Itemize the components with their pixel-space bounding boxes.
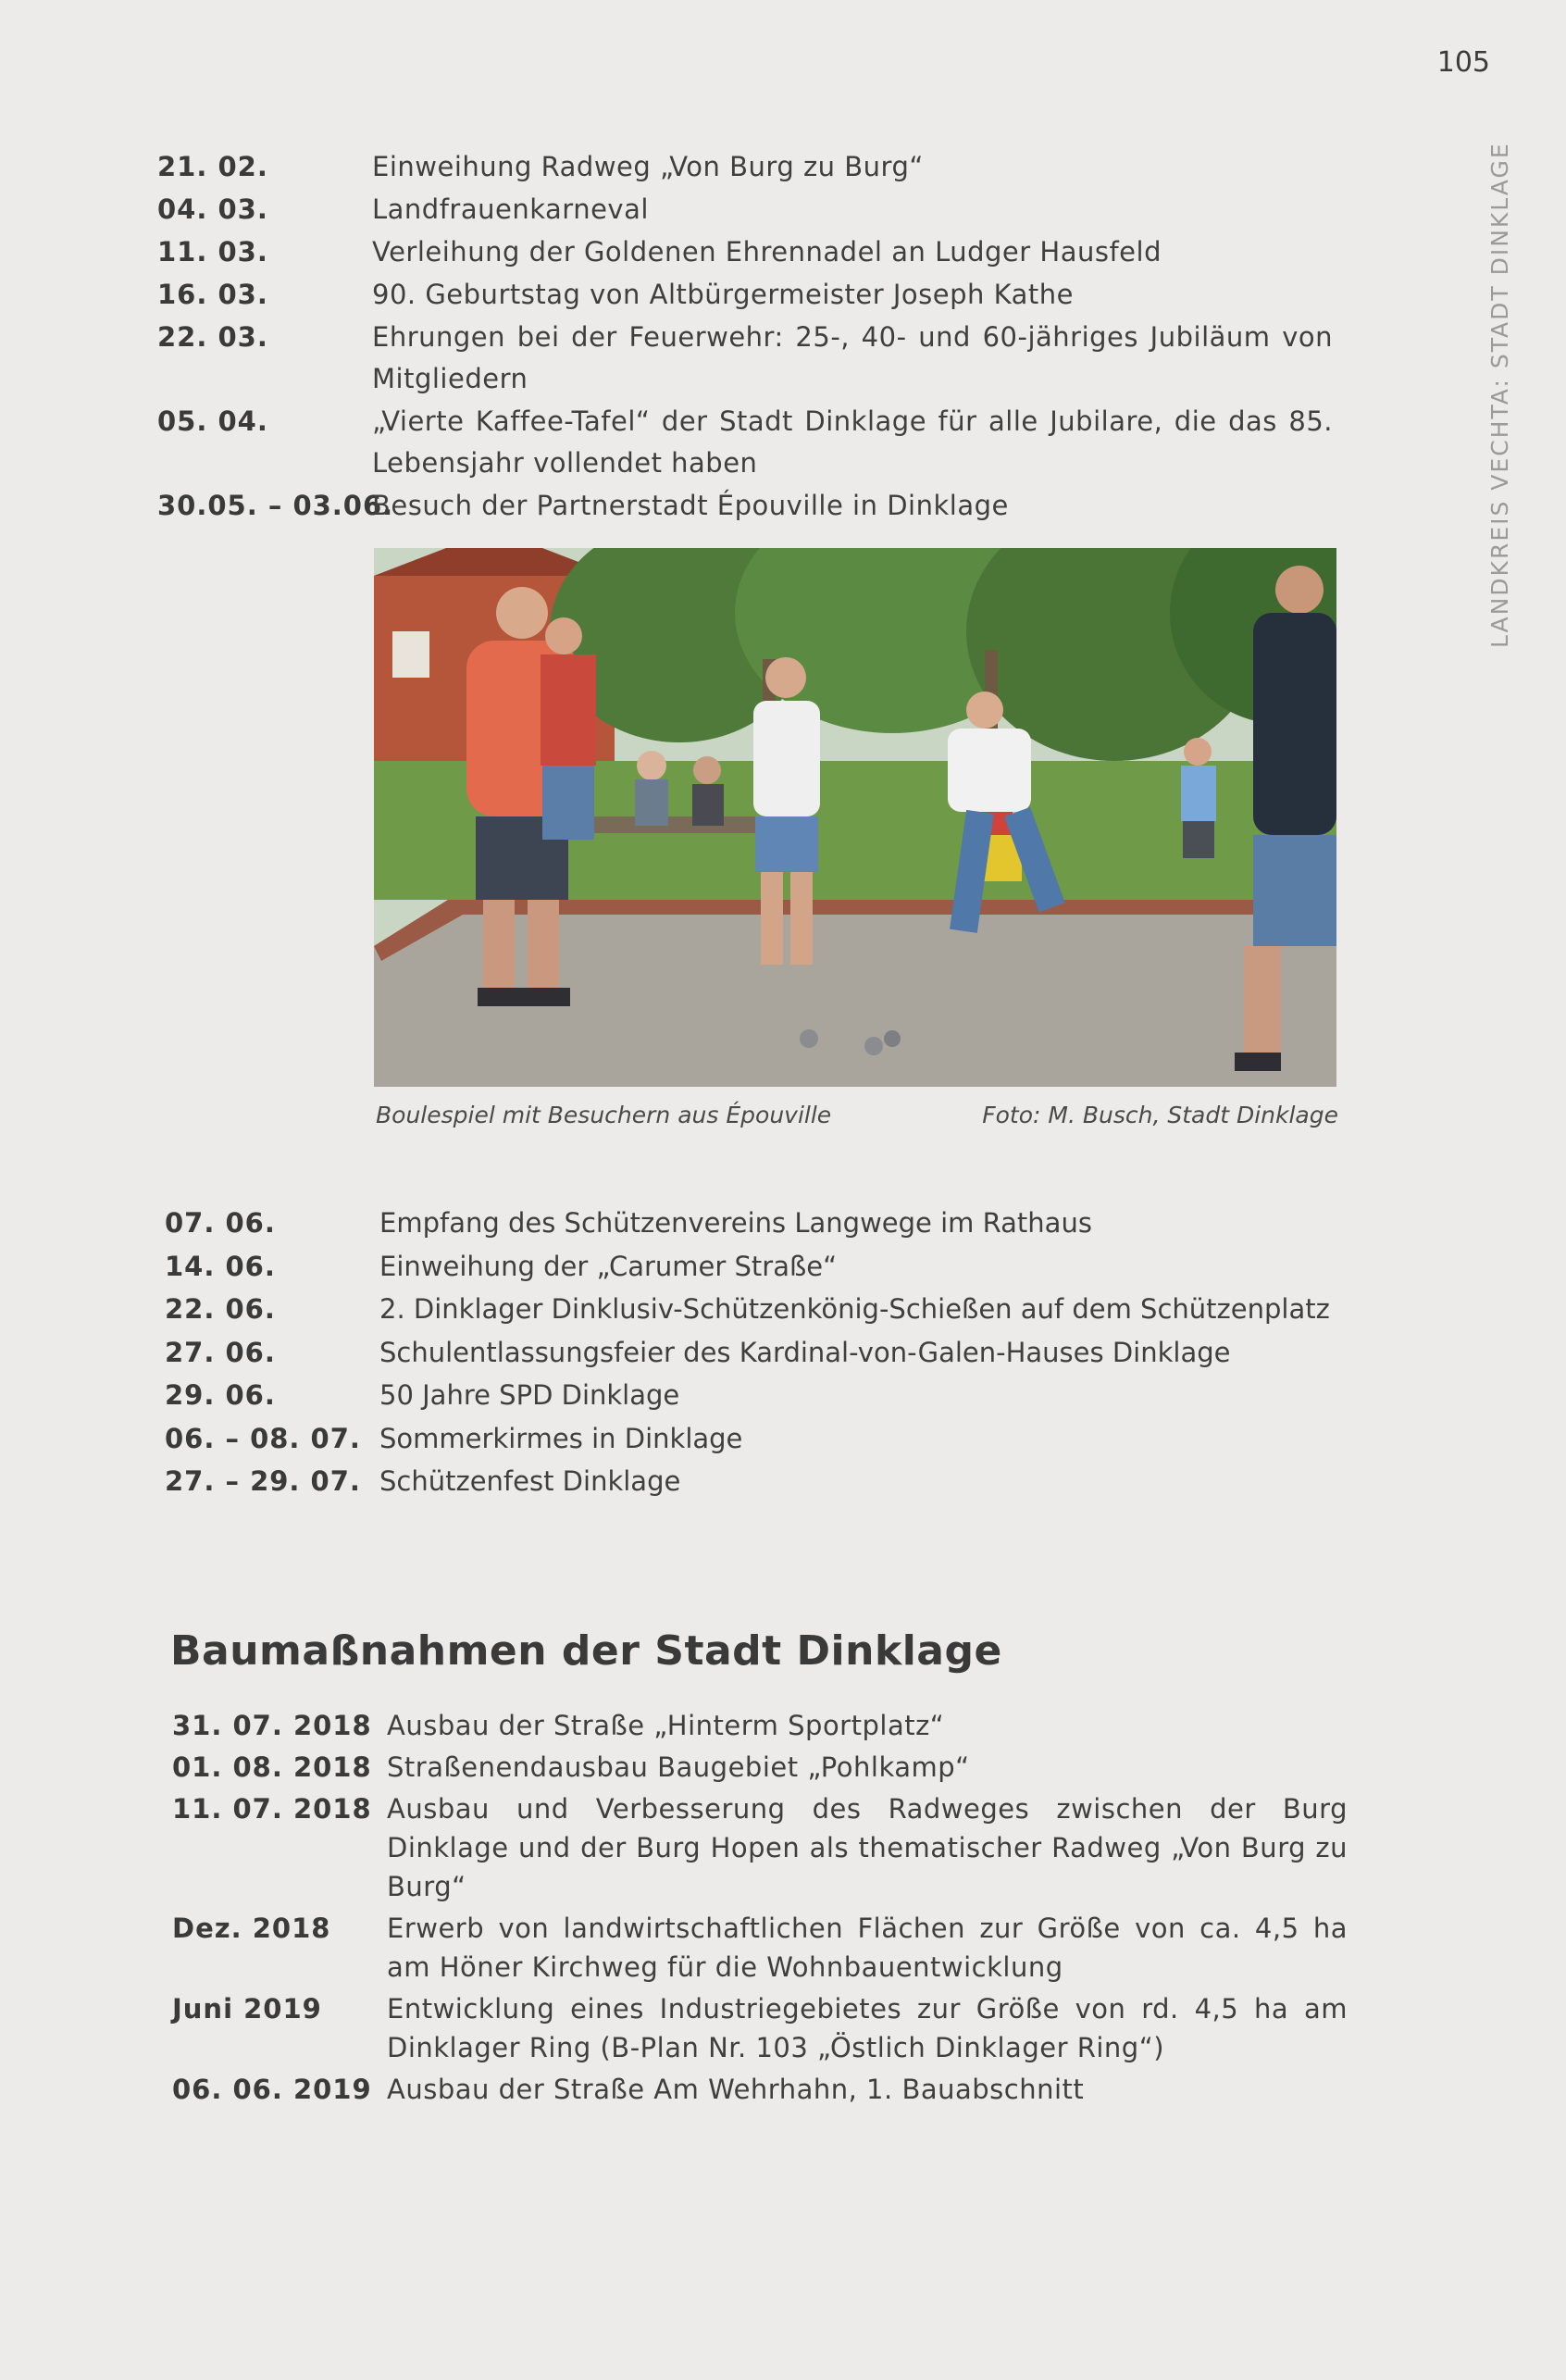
list-item bbox=[172, 2070, 1348, 2109]
list-item bbox=[157, 317, 1333, 400]
list-item bbox=[165, 1288, 1340, 1331]
item-text: Straßenendausbau Baugebiet „Pohlkamp“ bbox=[387, 1751, 970, 1783]
item-date: Dez. 2018 bbox=[172, 1913, 331, 1944]
event-date: 27. 06. bbox=[165, 1336, 276, 1368]
event-text: Schützenfest Dinklage bbox=[379, 1465, 681, 1497]
photo-caption-row bbox=[376, 1102, 1338, 1128]
event-list-first bbox=[157, 146, 1333, 528]
item-text: Entwicklung eines Industriegebietes zur Größe von rd. 4,5 ha am Dinklager Ring (B-Plan Nr. 103 „Östlich Dinklager Ring“) bbox=[387, 1993, 1348, 2063]
list-item bbox=[172, 1789, 1348, 1906]
list-item bbox=[172, 1909, 1348, 1987]
item-date: 06. 06. 2019 bbox=[172, 2074, 372, 2105]
event-text: Sommerkirmes in Dinklage bbox=[379, 1422, 743, 1454]
list-item bbox=[157, 231, 1333, 273]
item-date: Juni 2019 bbox=[172, 1993, 322, 2025]
event-text: 2. Dinklager Dinklusiv-Schützenkönig-Schießen auf dem Schützenplatz bbox=[379, 1293, 1330, 1325]
event-text: Landfrauenkarneval bbox=[372, 193, 649, 225]
event-date: 06. – 08. 07. bbox=[165, 1422, 361, 1454]
event-date: 05. 04. bbox=[157, 405, 268, 437]
event-text: „Vierte Kaffee-Tafel“ der Stadt Dinklage für alle Jubilare, die das 85. Lebensjahr vollendet haben bbox=[372, 405, 1333, 479]
event-date: 29. 06. bbox=[165, 1379, 276, 1411]
list-item bbox=[165, 1202, 1340, 1245]
event-text: 90. Geburtstag von Altbürgermeister Joseph Kathe bbox=[372, 279, 1074, 310]
section-heading: Baumaßnahmen der Stadt Dinklage bbox=[170, 1627, 1002, 1675]
boules-photo-illustration bbox=[374, 548, 1336, 1087]
event-date: 16. 03. bbox=[157, 279, 268, 310]
list-item bbox=[165, 1417, 1340, 1461]
event-date: 27. – 29. 07. bbox=[165, 1465, 361, 1497]
item-date: 01. 08. 2018 bbox=[172, 1751, 372, 1783]
list-item bbox=[157, 189, 1333, 231]
list-item bbox=[157, 274, 1333, 316]
list-item bbox=[172, 1989, 1348, 2067]
event-date: 30.05. – 03.06. bbox=[157, 490, 394, 521]
list-item bbox=[157, 485, 1333, 527]
photo-caption: Boulespiel mit Besuchern aus Épouville bbox=[376, 1102, 832, 1128]
event-date: 22. 06. bbox=[165, 1293, 276, 1325]
construction-list bbox=[172, 1706, 1348, 2112]
event-text: 50 Jahre SPD Dinklage bbox=[379, 1379, 680, 1411]
event-text: Schulentlassungsfeier des Kardinal-von-Galen-Hauses Dinklage bbox=[379, 1336, 1231, 1368]
event-date: 07. 06. bbox=[165, 1207, 276, 1239]
item-text: Ausbau der Straße „Hinterm Sportplatz“ bbox=[387, 1710, 945, 1741]
event-date: 04. 03. bbox=[157, 193, 268, 225]
event-text: Empfang des Schützenvereins Langwege im Rathaus bbox=[379, 1207, 1092, 1239]
list-item bbox=[157, 146, 1333, 188]
photo-credit: Foto: M. Busch, Stadt Dinklage bbox=[982, 1102, 1338, 1128]
event-text: Einweihung der „Carumer Straße“ bbox=[379, 1250, 838, 1282]
side-running-header: LANDKREIS VECHTA: STADT DINKLAGE bbox=[1486, 142, 1513, 648]
list-item bbox=[172, 1706, 1348, 1745]
list-item bbox=[172, 1748, 1348, 1787]
item-date: 31. 07. 2018 bbox=[172, 1710, 372, 1741]
event-text: Verleihung der Goldenen Ehrennadel an Ludger Hausfeld bbox=[372, 236, 1162, 268]
boules-photo bbox=[374, 548, 1336, 1087]
item-text: Ausbau der Straße Am Wehrhahn, 1. Bauabschnitt bbox=[387, 2074, 1085, 2105]
list-item bbox=[165, 1460, 1340, 1503]
list-item bbox=[165, 1245, 1340, 1289]
event-list-second bbox=[165, 1202, 1340, 1503]
event-text: Besuch der Partnerstadt Épouville in Dinklage bbox=[372, 490, 1009, 521]
event-date: 14. 06. bbox=[165, 1250, 276, 1282]
list-item bbox=[165, 1374, 1340, 1417]
event-date: 21. 02. bbox=[157, 151, 268, 182]
event-date: 11. 03. bbox=[157, 236, 268, 268]
item-date: 11. 07. 2018 bbox=[172, 1793, 372, 1825]
page-number: 105 bbox=[1436, 46, 1490, 79]
item-text: Ausbau und Verbesserung des Radweges zwischen der Burg Dinklage und der Burg Hopen als thematischer Radweg „Von Burg zu Burg“ bbox=[387, 1793, 1348, 1902]
list-item bbox=[165, 1331, 1340, 1375]
list-item bbox=[157, 401, 1333, 484]
event-text: Einweihung Radweg „Von Burg zu Burg“ bbox=[372, 151, 924, 182]
item-text: Erwerb von landwirtschaftlichen Flächen zur Größe von ca. 4,5 ha am Höner Kirchweg für die Wohnbauentwicklung bbox=[387, 1913, 1348, 1983]
event-text: Ehrungen bei der Feuerwehr: 25-, 40- und 60-jähriges Jubiläum von Mitgliedern bbox=[372, 321, 1333, 394]
event-date: 22. 03. bbox=[157, 321, 268, 353]
